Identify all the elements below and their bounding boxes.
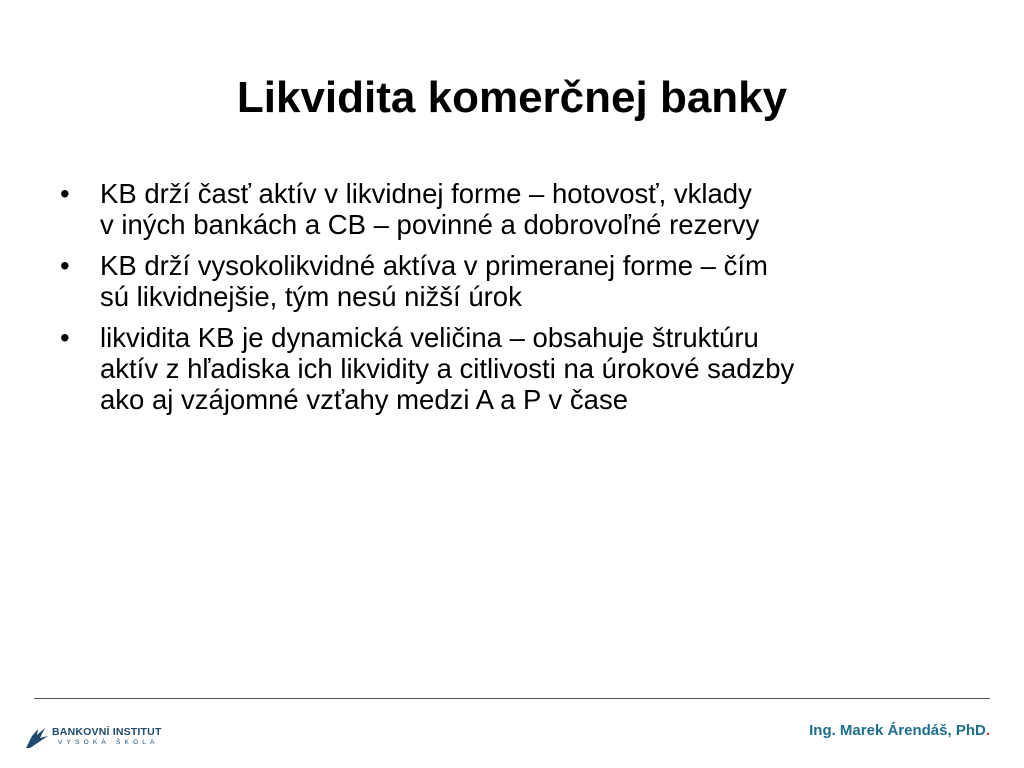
author-credit bbox=[809, 722, 990, 739]
logo-subtitle: VYSOKÁ ŠKOLA bbox=[58, 739, 159, 746]
institution-logo bbox=[24, 724, 184, 750]
bullet-2-line-1: KB drží vysokolikvidné aktíva v primeranej forme – čím bbox=[100, 250, 768, 281]
footer-divider bbox=[34, 698, 990, 699]
bullet-item-2 bbox=[56, 250, 986, 312]
bullet-list bbox=[56, 178, 986, 425]
slide-title: Likvidita komerčnej banky bbox=[236, 73, 788, 122]
bullet-1-line-1: KB drží časť aktív v likvidnej forme – hotovosť, vklady bbox=[100, 178, 752, 209]
bullet-marker: • bbox=[60, 250, 70, 281]
bullet-2-line-2: sú likvidnejšie, tým nesú nižší úrok bbox=[100, 281, 522, 312]
bullet-3-line-2: aktív z hľadiska ich likvidity a citlivosti na úrokové sadzby bbox=[100, 353, 795, 384]
author-name: Ing. Marek Árendáš, PhD bbox=[809, 722, 986, 739]
logo-name: BANKOVNÍ INSTITUT bbox=[52, 726, 162, 738]
bullet-marker: • bbox=[60, 178, 70, 209]
author-dot: . bbox=[985, 722, 990, 739]
bullet-1-line-2: v iných bankách a CB – povinné a dobrovoľné rezervy bbox=[100, 209, 760, 240]
bullet-item-3 bbox=[56, 322, 986, 415]
bullet-item-1 bbox=[56, 178, 986, 240]
bullet-3-line-1: likvidita KB je dynamická veličina – obsahuje štruktúru bbox=[100, 322, 759, 353]
bullet-marker: • bbox=[60, 322, 70, 353]
bullet-3-line-3: ako aj vzájomné vzťahy medzi A a P v čase bbox=[100, 384, 628, 415]
bird-logo-icon bbox=[24, 724, 50, 750]
